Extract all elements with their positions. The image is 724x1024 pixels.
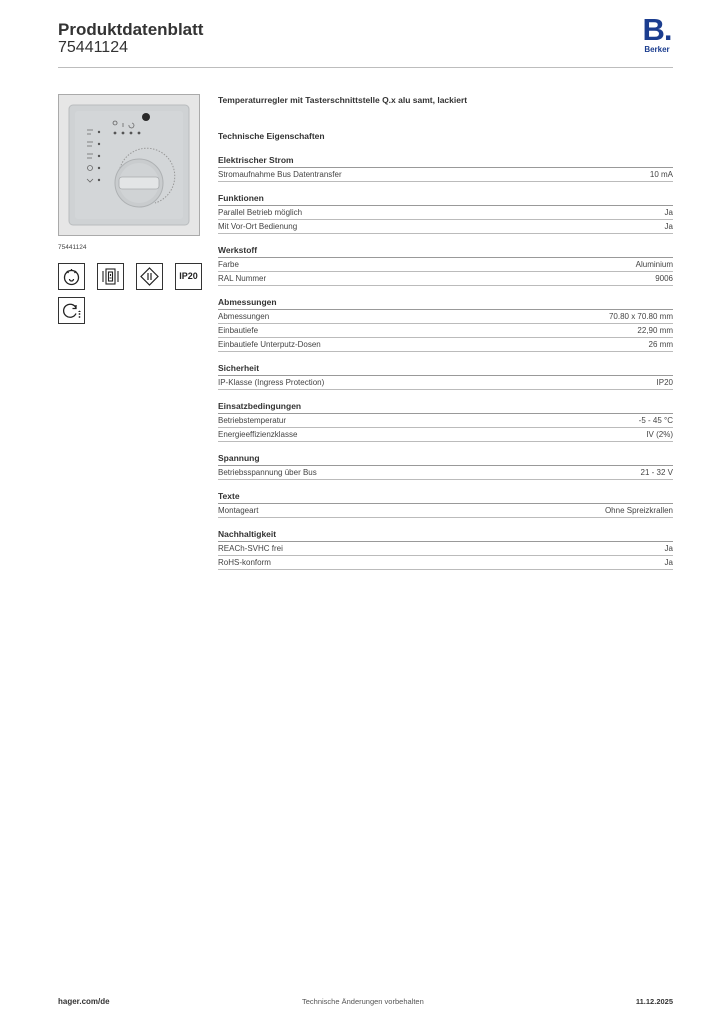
spec-row (218, 272, 673, 286)
logo-mark: B. (642, 12, 672, 47)
berker-logo (639, 12, 675, 55)
spec-row (218, 504, 673, 518)
spec-section (218, 192, 673, 234)
specifications (218, 94, 673, 570)
rotary-control-icon (58, 297, 85, 324)
header-divider (58, 67, 673, 68)
spec-label: Stromaufnahme Bus Datentransfer (218, 170, 342, 179)
spec-section (218, 452, 673, 480)
spec-value: 10 mA (649, 170, 673, 179)
footer-notice: Technische Änderungen vorbehalten (302, 997, 424, 1006)
product-description: Temperaturregler mit Tasterschnittstelle Q.x alu samt, lackiert (218, 95, 468, 105)
spec-row (218, 542, 673, 556)
push-button-interface-icon (136, 263, 163, 290)
spec-label: Parallel Betrieb möglich (218, 208, 303, 217)
spec-row (218, 414, 673, 428)
spec-section (218, 528, 673, 570)
spec-row (218, 206, 673, 220)
spec-row (218, 428, 673, 442)
spec-value: Ja (664, 544, 673, 553)
spec-section (218, 400, 673, 442)
footer-date: 11.12.2025 (635, 997, 673, 1006)
spec-label: Energieeffizienzklasse (218, 430, 298, 439)
spec-section (218, 490, 673, 518)
spec-row (218, 168, 673, 182)
spec-label: RAL Nummer (218, 274, 267, 283)
spec-label: RoHS-konform (218, 558, 271, 567)
footer-website: hager.com/de (58, 997, 110, 1006)
product-image-caption: 75441124 (58, 244, 87, 251)
spec-value: Ohne Spreizkrallen (604, 506, 673, 515)
spec-value: IV (2%) (646, 430, 673, 439)
spec-value: 9006 (655, 274, 673, 283)
thermostat-icon (58, 263, 85, 290)
spec-row (218, 258, 673, 272)
section-title: Texte (218, 490, 673, 504)
page-title: Produktdatenblatt (58, 20, 204, 39)
section-title: Sicherheit (218, 362, 673, 376)
spec-value: -5 - 45 °C (638, 416, 673, 425)
spec-section (218, 154, 673, 182)
article-number: 75441124 (58, 39, 128, 56)
spec-section (218, 296, 673, 352)
spec-section (218, 244, 673, 286)
section-title: Abmessungen (218, 296, 673, 310)
section-title: Spannung (218, 452, 673, 466)
spec-label: IP-Klasse (Ingress Protection) (218, 378, 325, 387)
spec-value: 70.80 x 70.80 mm (608, 312, 673, 321)
spec-value: IP20 (656, 378, 673, 387)
section-title: Funktionen (218, 192, 673, 206)
section-title: Werkstoff (218, 244, 673, 258)
spec-value: Ja (664, 222, 673, 231)
spec-value: 26 mm (648, 340, 673, 349)
spec-label: Abmessungen (218, 312, 270, 321)
spec-value: Ja (664, 558, 673, 567)
spec-value: 22,90 mm (637, 326, 673, 335)
spec-row (218, 556, 673, 570)
spec-row (218, 466, 673, 480)
spec-value: 21 - 32 V (640, 468, 673, 477)
logo-text: Berker (644, 45, 670, 54)
spec-label: Einbautiefe (218, 326, 259, 335)
section-title: Nachhaltigkeit (218, 528, 673, 542)
spec-row (218, 310, 673, 324)
spec-label: REACh-SVHC frei (218, 544, 283, 553)
spec-value: Aluminium (635, 260, 673, 269)
spec-section (218, 362, 673, 390)
spec-sections (218, 154, 673, 570)
spec-row (218, 220, 673, 234)
product-image (58, 94, 200, 236)
spec-label: Farbe (218, 260, 239, 269)
spec-row (218, 338, 673, 352)
spec-label: Montageart (218, 506, 259, 515)
spec-label: Mit Vor-Ort Bedienung (218, 222, 298, 231)
spec-value: Ja (664, 208, 673, 217)
sensor-device-icon (97, 263, 124, 290)
spec-row (218, 376, 673, 390)
section-title: Elektrischer Strom (218, 154, 673, 168)
section-title: Einsatzbedingungen (218, 400, 673, 414)
technical-properties-heading: Technische Eigenschaften (218, 131, 325, 141)
ip20-badge (175, 263, 202, 290)
spec-label: Einbautiefe Unterputz-Dosen (218, 340, 321, 349)
ip20-badge-label: IP20 (179, 271, 198, 281)
spec-row (218, 324, 673, 338)
spec-label: Betriebstemperatur (218, 416, 287, 425)
spec-label: Betriebsspannung über Bus (218, 468, 317, 477)
